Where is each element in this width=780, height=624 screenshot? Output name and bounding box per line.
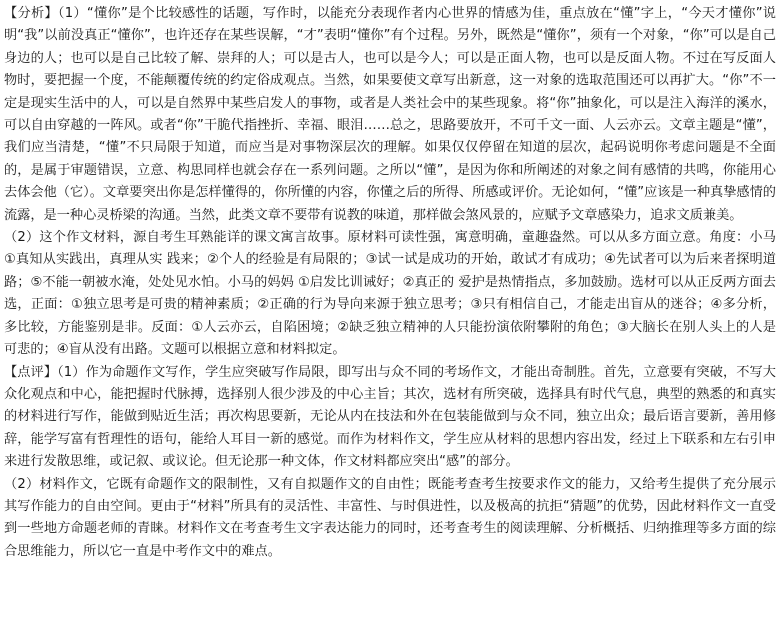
comment-paragraph-2: （2）材料作文，它既有命题作文的限制性，又有自拟题作文的自由性；既能考查考生按要求作文的能力，又给考生提供了充分展示其写作能力的自由空间。更由于“材料”所具有的灵活性、丰富性、与时俱进性，以及极高的抗拒“猜题”的优势，因此材料作文一直受到一些地方命题老师的青睐。材料作文在考查考生文字表达能力的同时，还考查考生的阅读理解、分析概括、归纳推理等多方面的综合思维能力，所以它一直是中考作文中的难点。 [4,476,776,559]
analysis-label: 【分析】 [4,6,58,21]
comment-label: 【点评】 [4,364,58,380]
analysis-paragraph-2: （2）这个作文材料，源自考生耳熟能详的课文寓言故事。原材料可读性强，寓意明确，童趣盎然。可以从多方面立意。角度：小马 ①真知从实践出，真理从实 践来；②个人的经验是有局限的；③试一试是成功的开始，敢试才有成功；④先试者可以为后来者探明道路；⑤不能一朝被水淹，处处见水怕。小马的妈妈 ①启发比训诫好；②真正的 爱护是热情指点，多加鼓励。选材可以从正反两方面去选，正面：①独立思考是可贵的精神素质；②正确的行为导向来源于独立思考；③只有相信自己，才能走出盲从的迷谷；④多分析，多比较，方能鉴别是非。反面：①人云亦云，自陷困境；②缺乏独立精神的人只能扮演依附攀附的角色；③大脑长在别人头上的人是可悲的；④盲从没有出路。文题可以根据立意和材料拟定。 [4,230,776,358]
analysis-text-1: （1）“懂你”是个比较感性的话题，写作时，以能充分表现作者内心世界的情感为佳，重点放在“懂”字上，“今天才懂你”说明“我”以前没真正“懂你”，也许还存在某些误解，“才”表明“懂你”有个过程。另外，既然是“懂你”，须有一个对象，“你”可以是自己身边的人；也可以是自己比较了解、崇拜的人；可以是古人，也可以是今人；可以是正面人物，也可以是反面人物。不过在写反面人物时，要把握一个度，不能颠覆传统的约定俗成观点。当然，如果要使文章写出新意，这一对象的选取范围还可以再扩大。“你”不一定是现实生活中的人，可以是自然界中某些启发人的事物，或者是人类社会中的某些现象。将“你”抽象化，可以是注入海洋的溪水，可以自由穿越的一阵风。或者“你”干脆代指挫折、幸福、眼泪……总之，思路要放开，不可千文一面、人云亦云。文章主题是“懂”，我们应当清楚，“懂”不只局限于知道，而应当是对事物深层次的理解。如果仅仅停留在知道的层次，起码说明你考虑问题是不全面的，是属于审题错误，立意、构思同样也就会存在一系列问题。之所以“懂”，是因为你和所阐述的对象之间有感情的共鸣，你能用心去体会他（它）。文章要突出你是怎样懂得的，你所懂的内容，你懂之后的所得、所感或评价。无论如何，“懂”应该是一种真挚感情的流露，是一种心灵桥梁的沟通。当然，此类文章不要带有说教的味道，那样做会煞风景的，应赋予文章感染力，追求文质兼美。 [4,6,776,223]
comment-paragraph-1 [4,362,776,474]
analysis-paragraph-1 [4,3,776,227]
comment-text-1: （1）作为命题作文写作，学生应突破写作局限，即写出与众不同的考场作文，才能出奇制胜。首先，立意要有突破，不写大众化观点和中心，能把握时代脉搏，选择别人很少涉及的中心主旨；其次，选材有所突破，选择具有时代气息，典型的熟悉的和真实的材料进行写作，能做到贴近生活；再次构思要新，无论从内在技法和外在包装能做到与众不同，独立出众；最后语言要新，善用修辞，能学写富有哲理性的语句，能给人耳目一新的感觉。而作为材料作文，学生应从材料的思想内容出发，经过上下联系和左右引申来进行发散思维，或记叙、或议论。但无论那一种文体，作文材料都应突出“感”的部分。 [4,364,776,470]
